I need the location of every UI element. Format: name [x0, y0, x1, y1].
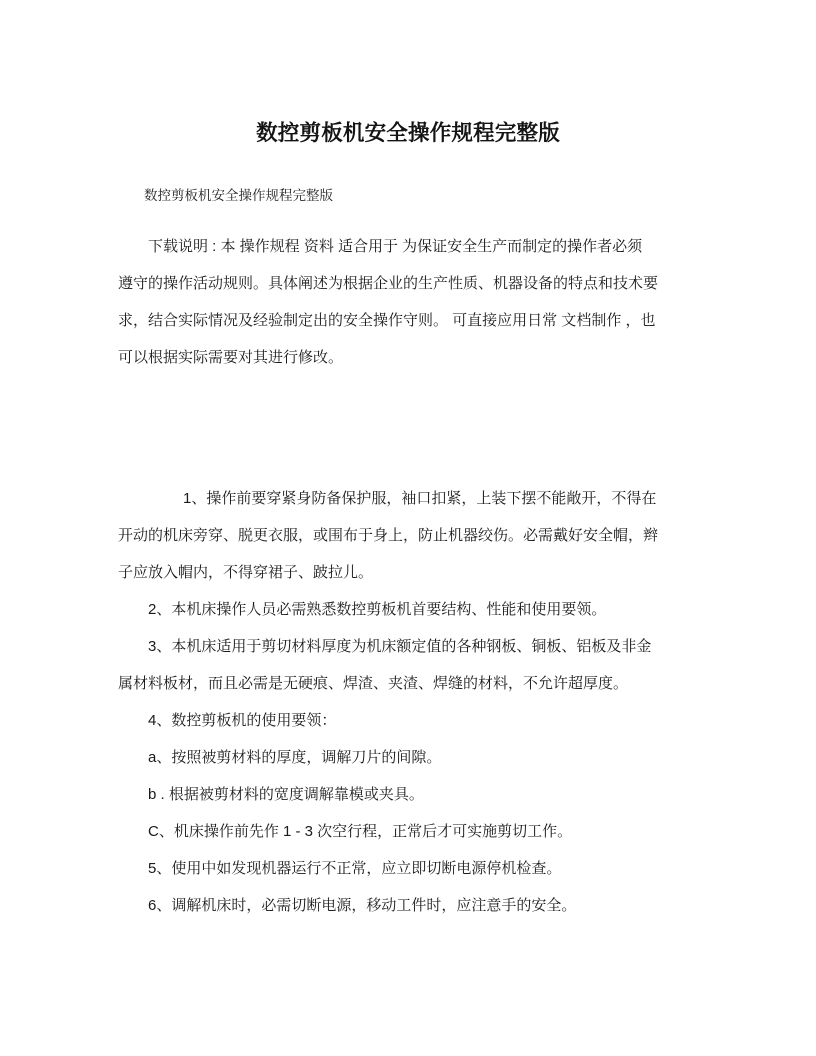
document-subtitle: 数控剪板机安全操作规程完整版 [144, 188, 333, 203]
section-gap [118, 376, 698, 480]
description-line: 下载说明 : 本 操作规程 资料 适合用于 为保证安全生产而制定的操作者必须 [148, 238, 643, 255]
list-item: b . 根据被剪材料的宽度调解靠模或夹具。 [148, 786, 424, 803]
list-item-cont: 开动的机床旁穿、脱更衣服，或围布于身上，防止机器绞伤。必需戴好安全帽，辫 [118, 527, 659, 544]
list-item: a、按照被剪材料的厚度，调解刀片的间隙。 [148, 749, 442, 766]
title-spacer [118, 148, 698, 186]
list-item: 2、本机床操作人员必需熟悉数控剪板机首要结构、性能和使用要领。 [148, 601, 607, 618]
description-line: 求，结合实际情况及经验制定出的安全操作守则。 可直接应用日常 文档制作 ，也 [118, 312, 656, 329]
safety-rules-list [118, 480, 698, 924]
page-title: 数控剪板机安全操作规程完整版 [256, 121, 560, 145]
list-item-cont: 属材料板材，而且必需是无硬痕、焊渣、夹渣、焊缝的材料，不允许超厚度。 [118, 675, 629, 692]
subtitle-spacer [118, 206, 698, 228]
list-item-cont: 子应放入帽内，不得穿裙子、跛拉儿。 [118, 564, 374, 581]
list-item: 3、本机床适用于剪切材料厚度为机床额定值的各种钢板、铜板、铝板及非金 [148, 638, 652, 655]
list-item: 6、调解机床时，必需切断电源，移动工件时，应注意手的安全。 [148, 897, 577, 914]
description-line: 可以根据实际需要对其进行修改。 [118, 349, 344, 366]
download-description [118, 228, 698, 376]
list-item: 5、使用中如发现机器运行不正常，应立即切断电源停机检查。 [148, 860, 562, 877]
page-body [118, 118, 698, 924]
description-line: 遵守的操作活动规则。具体阐述为根据企业的生产性质、机器设备的特点和技术要 [118, 275, 659, 292]
list-item: 1、操作前要穿紧身防备保护服，袖口扣紧，上装下摆不能敞开，不得在 [183, 490, 657, 507]
list-item: 4、数控剪板机的使用要领： [148, 712, 337, 729]
list-item: C、机床操作前先作 1 - 3 次空行程，正常后才可实施剪切工作。 [148, 823, 573, 840]
